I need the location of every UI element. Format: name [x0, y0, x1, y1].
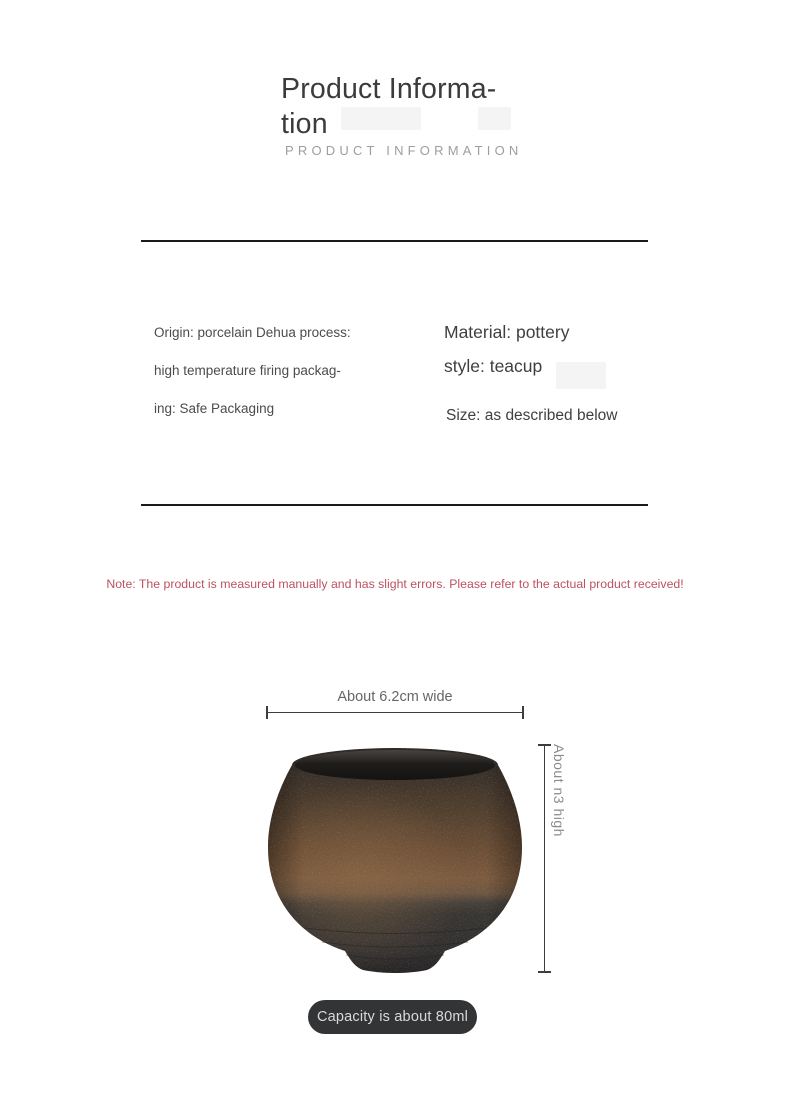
spec-material: Material: pottery	[444, 322, 570, 342]
divider-bottom	[141, 504, 648, 506]
spec-line-firing: high temperature firing packag-	[154, 363, 341, 378]
width-dimension-label: About 6.2cm wide	[337, 689, 453, 705]
spec-style: style: teacup	[444, 356, 543, 376]
divider-top	[141, 240, 648, 242]
spec-line-origin: Origin: porcelain Dehua process:	[154, 325, 351, 340]
artifact-block	[341, 107, 421, 130]
width-dimension-line	[266, 706, 524, 719]
capacity-badge: Capacity is about 80ml	[308, 1000, 477, 1034]
teacup-image	[266, 740, 524, 977]
artifact-block	[556, 362, 606, 389]
spec-line-packaging: ing: Safe Packaging	[154, 401, 275, 416]
artifact-block	[478, 107, 511, 130]
page-title-line1: Product Informa-	[281, 73, 497, 105]
page-subtitle: PRODUCT INFORMATION	[285, 143, 523, 158]
measurement-note: Note: The product is measured manually and has slight errors. Please refer to the actual product received!	[106, 577, 684, 591]
teacup-body	[268, 748, 522, 973]
page-title-line2: tion	[281, 108, 328, 140]
spec-left-column	[154, 314, 404, 428]
teacup-opening	[295, 750, 495, 780]
height-dimension-label: About n3 high	[551, 744, 567, 837]
height-dimension-line	[538, 744, 551, 973]
spec-size: Size: as described below	[446, 407, 618, 424]
